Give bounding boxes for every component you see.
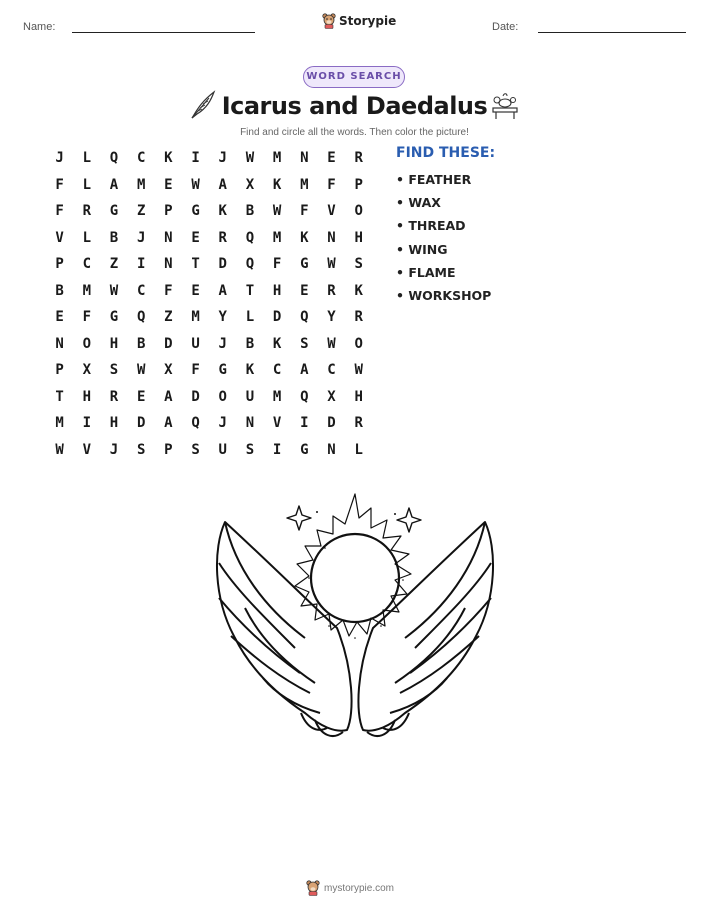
bear-logo-icon: [322, 13, 336, 29]
grid-letter[interactable]: M: [82, 282, 91, 299]
sun-and-wings-illustration[interactable]: [205, 488, 505, 758]
date-line[interactable]: [538, 32, 686, 33]
grid-letter[interactable]: J: [218, 335, 227, 352]
grid-row: [46, 145, 372, 172]
grid-letter[interactable]: U: [191, 335, 200, 352]
grid-letter[interactable]: J: [218, 150, 227, 167]
grid-letter[interactable]: F: [164, 282, 173, 299]
word-item: • WAX: [396, 195, 441, 211]
grid-letter[interactable]: A: [218, 176, 227, 193]
grid-letter[interactable]: A: [164, 415, 173, 432]
grid-letter[interactable]: W: [354, 362, 363, 379]
grid-letter[interactable]: V: [55, 229, 64, 246]
grid-letter[interactable]: T: [55, 388, 64, 405]
grid-letter[interactable]: R: [354, 150, 363, 167]
grid-letter[interactable]: L: [82, 150, 91, 167]
grid-letter[interactable]: D: [218, 256, 227, 273]
grid-row: [46, 278, 372, 305]
grid-letter[interactable]: H: [354, 388, 363, 405]
grid-letter[interactable]: B: [245, 203, 255, 220]
grid-letter[interactable]: G: [218, 362, 227, 379]
grid-letter[interactable]: V: [327, 203, 336, 220]
grid-letter[interactable]: K: [300, 229, 309, 246]
grid-letter[interactable]: J: [218, 415, 227, 432]
grid-letter[interactable]: J: [136, 229, 146, 246]
grid-letter[interactable]: I: [136, 256, 146, 273]
grid-letter[interactable]: N: [245, 415, 255, 432]
grid-letter[interactable]: W: [55, 441, 64, 458]
grid-letter[interactable]: A: [164, 388, 173, 405]
grid-letter[interactable]: Q: [191, 415, 200, 432]
grid-row: [46, 172, 372, 199]
grid-letter[interactable]: X: [164, 362, 173, 379]
grid-letter[interactable]: W: [191, 176, 200, 193]
grid-letter[interactable]: M: [191, 309, 200, 326]
grid-letter[interactable]: C: [136, 282, 146, 299]
grid-letter[interactable]: F: [191, 362, 200, 379]
grid-letter[interactable]: S: [354, 256, 363, 273]
grid-letter[interactable]: E: [164, 176, 173, 193]
grid-letter[interactable]: E: [55, 309, 64, 326]
grid-letter[interactable]: E: [300, 282, 309, 299]
grid-letter[interactable]: E: [136, 388, 146, 405]
grid-letter[interactable]: N: [164, 256, 173, 273]
word-item: • WING: [396, 241, 448, 257]
grid-letter[interactable]: T: [191, 256, 200, 273]
grid-letter[interactable]: Q: [300, 309, 309, 326]
date-label: Date:: [492, 21, 519, 33]
find-these-heading: FIND THESE:: [396, 145, 496, 161]
bear-logo-icon: [306, 880, 320, 896]
grid-letter[interactable]: Q: [300, 388, 309, 405]
grid-row: [46, 437, 372, 464]
grid-letter[interactable]: T: [245, 282, 255, 299]
grid-letter[interactable]: F: [327, 176, 336, 193]
grid-letter[interactable]: S: [191, 441, 200, 458]
grid-letter[interactable]: F: [55, 203, 64, 220]
brand-logo: [322, 13, 396, 29]
grid-letter[interactable]: W: [327, 256, 336, 273]
grid-row: [46, 357, 372, 384]
grid-letter[interactable]: D: [136, 415, 146, 432]
grid-row: [46, 410, 372, 437]
grid-letter[interactable]: B: [55, 282, 64, 299]
grid-letter[interactable]: H: [82, 388, 91, 405]
grid-letter[interactable]: Q: [245, 229, 255, 246]
grid-letter[interactable]: B: [109, 229, 119, 246]
grid-row: [46, 225, 372, 252]
grid-letter[interactable]: C: [272, 362, 282, 379]
grid-letter[interactable]: X: [82, 362, 91, 379]
word-item: • THREAD: [396, 218, 466, 234]
grid-letter[interactable]: Y: [218, 309, 227, 326]
grid-letter[interactable]: O: [354, 203, 363, 220]
word-item: • FLAME: [396, 264, 456, 280]
grid-letter[interactable]: F: [55, 176, 64, 193]
grid-letter[interactable]: A: [300, 362, 309, 379]
grid-letter[interactable]: C: [136, 150, 146, 167]
grid-letter[interactable]: K: [218, 203, 227, 220]
grid-letter[interactable]: F: [272, 256, 282, 273]
grid-letter[interactable]: Q: [245, 256, 255, 273]
grid-letter[interactable]: K: [245, 362, 255, 379]
grid-letter[interactable]: U: [245, 388, 255, 405]
grid-letter[interactable]: N: [55, 335, 64, 352]
grid-letter[interactable]: M: [272, 150, 282, 167]
grid-letter[interactable]: Z: [109, 256, 119, 273]
grid-letter[interactable]: P: [55, 256, 64, 273]
grid-letter[interactable]: W: [272, 203, 282, 220]
grid-letter[interactable]: M: [272, 229, 282, 246]
grid-letter[interactable]: S: [109, 362, 119, 379]
grid-letter[interactable]: R: [109, 388, 119, 405]
grid-letter[interactable]: P: [55, 362, 64, 379]
brand-name: Storypie: [339, 14, 397, 28]
grid-letter[interactable]: P: [354, 176, 363, 193]
grid-letter[interactable]: G: [300, 256, 309, 273]
grid-letter[interactable]: H: [354, 229, 363, 246]
grid-letter[interactable]: V: [82, 441, 91, 458]
grid-letter[interactable]: O: [218, 388, 227, 405]
grid-letter[interactable]: E: [191, 229, 200, 246]
grid-letter[interactable]: I: [300, 415, 309, 432]
grid-letter[interactable]: R: [82, 203, 91, 220]
grid-letter[interactable]: A: [109, 176, 119, 193]
grid-letter[interactable]: O: [82, 335, 91, 352]
grid-letter[interactable]: U: [218, 441, 227, 458]
grid-letter[interactable]: D: [272, 309, 282, 326]
grid-letter[interactable]: G: [300, 441, 309, 458]
grid-letter[interactable]: O: [354, 335, 363, 352]
grid-letter[interactable]: S: [245, 441, 255, 458]
grid-letter[interactable]: D: [327, 415, 336, 432]
grid-letter[interactable]: L: [245, 309, 255, 326]
grid-letter[interactable]: R: [327, 282, 336, 299]
word-item: • WORKSHOP: [396, 287, 492, 303]
grid-letter[interactable]: Y: [327, 309, 336, 326]
grid-letter[interactable]: R: [354, 415, 363, 432]
grid-letter[interactable]: K: [164, 150, 173, 167]
grid-letter[interactable]: I: [191, 150, 200, 167]
grid-letter[interactable]: L: [82, 176, 91, 193]
grid-letter[interactable]: S: [136, 441, 146, 458]
grid-letter[interactable]: I: [82, 415, 91, 432]
grid-row: [46, 331, 372, 358]
word-list: [396, 172, 491, 311]
grid-letter[interactable]: C: [82, 256, 91, 273]
grid-letter[interactable]: H: [109, 335, 119, 352]
grid-letter[interactable]: N: [164, 229, 173, 246]
grid-letter[interactable]: N: [327, 229, 336, 246]
grid-letter[interactable]: F: [300, 203, 309, 220]
grid-letter[interactable]: I: [272, 441, 282, 458]
grid-letter[interactable]: H: [109, 415, 119, 432]
grid-letter[interactable]: M: [136, 176, 146, 193]
word-search-badge: WORD SEARCH: [303, 66, 405, 88]
grid-letter[interactable]: Z: [136, 203, 146, 220]
grid-letter[interactable]: W: [327, 335, 336, 352]
grid-letter[interactable]: X: [327, 388, 336, 405]
grid-letter[interactable]: X: [245, 176, 255, 193]
grid-letter[interactable]: L: [354, 441, 363, 458]
grid-letter[interactable]: G: [109, 309, 119, 326]
word-item: • FEATHER: [396, 172, 472, 187]
grid-row: [46, 198, 372, 225]
grid-letter[interactable]: P: [164, 441, 173, 458]
grid-letter[interactable]: C: [327, 362, 336, 379]
grid-letter[interactable]: V: [272, 415, 282, 432]
grid-letter[interactable]: E: [191, 282, 200, 299]
grid-letter[interactable]: E: [327, 150, 336, 167]
grid-row: [46, 384, 372, 411]
page-title: Icarus and Daedalus: [221, 92, 488, 120]
grid-letter[interactable]: Q: [109, 150, 119, 167]
name-line[interactable]: [72, 32, 255, 33]
footer: [306, 880, 394, 896]
grid-letter[interactable]: P: [164, 203, 173, 220]
grid-letter[interactable]: B: [245, 335, 255, 352]
grid-letter[interactable]: J: [55, 150, 64, 167]
grid-letter[interactable]: G: [191, 203, 200, 220]
grid-letter[interactable]: G: [109, 203, 119, 220]
grid-letter[interactable]: M: [55, 415, 64, 432]
grid-letter[interactable]: N: [300, 150, 309, 167]
grid-letter[interactable]: A: [218, 282, 227, 299]
grid-letter[interactable]: K: [272, 335, 282, 352]
grid-letter[interactable]: D: [164, 335, 173, 352]
name-label: Name:: [23, 21, 56, 33]
grid-row: [46, 304, 372, 331]
grid-row: [46, 251, 372, 278]
word-search-grid[interactable]: [46, 145, 372, 463]
grid-letter[interactable]: S: [300, 335, 309, 352]
grid-letter[interactable]: M: [300, 176, 309, 193]
grid-letter[interactable]: Q: [136, 309, 146, 326]
sculpture-icon: [489, 92, 521, 120]
grid-letter[interactable]: F: [82, 309, 91, 326]
grid-letter[interactable]: W: [109, 282, 119, 299]
grid-letter[interactable]: Z: [164, 309, 173, 326]
grid-letter[interactable]: H: [272, 282, 282, 299]
grid-letter[interactable]: W: [245, 150, 255, 167]
grid-letter[interactable]: K: [272, 176, 282, 193]
grid-letter[interactable]: R: [218, 229, 227, 246]
grid-letter[interactable]: D: [191, 388, 200, 405]
grid-letter[interactable]: N: [327, 441, 336, 458]
instructions: Find and circle all the words. Then color the picture!: [240, 127, 469, 138]
grid-letter[interactable]: B: [136, 335, 146, 352]
grid-letter[interactable]: L: [82, 229, 91, 246]
grid-letter[interactable]: J: [109, 441, 119, 458]
grid-letter[interactable]: R: [354, 309, 363, 326]
footer-url[interactable]: mystorypie.com: [324, 882, 395, 894]
grid-letter[interactable]: M: [272, 388, 282, 405]
grid-letter[interactable]: W: [136, 362, 146, 379]
grid-letter[interactable]: K: [354, 282, 363, 299]
